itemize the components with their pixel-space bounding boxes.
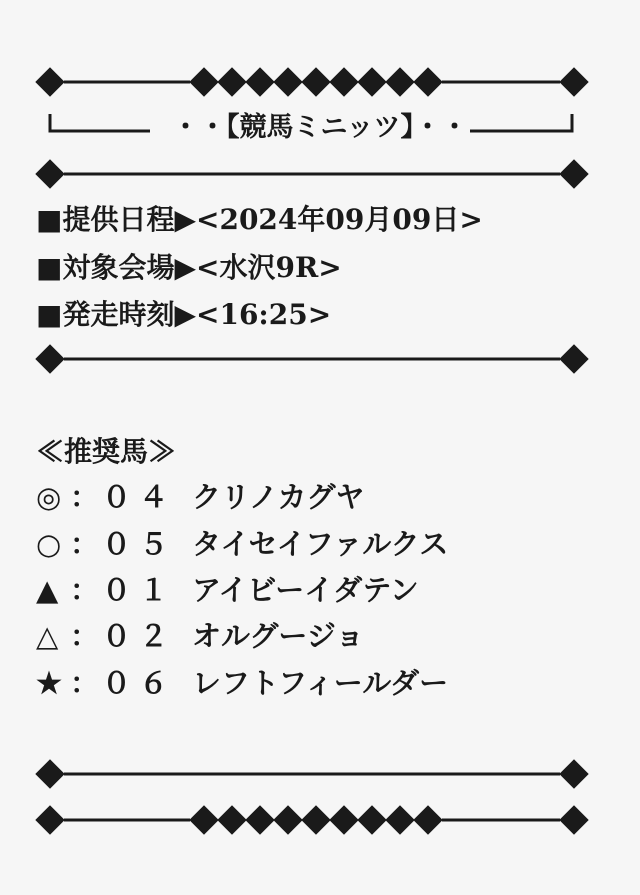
pick-mark: ▲ — [36, 573, 59, 607]
info-venue — [36, 250, 342, 286]
pick-number: ０２ — [102, 619, 177, 653]
pick-colon: ： — [70, 666, 100, 700]
pick-horse-name: クリノカグヤ — [192, 480, 365, 514]
pick-colon: ： — [70, 619, 100, 653]
pick-colon: ： — [70, 527, 100, 561]
page-title — [0, 110, 640, 146]
diamond-ornament-icon — [0, 804, 640, 836]
pick-mark: △ — [36, 619, 59, 653]
pick-horse-name: オルグージョ — [192, 619, 365, 653]
diamond-divider-icon — [0, 158, 640, 190]
date-label: ■提供日程▶ — [36, 203, 196, 236]
pick-horse-name: タイセイファルクス — [192, 527, 449, 561]
date-value: <2024年09月09日> — [196, 203, 483, 236]
bottom-ornament — [0, 804, 640, 836]
pick-number: ０５ — [102, 527, 177, 561]
divider-2 — [0, 343, 640, 375]
pick-number: ０１ — [102, 573, 177, 607]
venue-label: ■対象会場▶ — [36, 251, 196, 284]
top-ornament — [0, 66, 640, 98]
divider-3 — [0, 758, 640, 790]
title-dots-right: ・・ — [413, 112, 468, 143]
pick-mark: ○ — [36, 527, 62, 561]
pick-colon: ： — [70, 480, 100, 514]
pick-colon: ： — [70, 573, 100, 607]
divider-1 — [0, 158, 640, 190]
diamond-divider-icon — [0, 758, 640, 790]
time-label: ■発走時刻▶ — [36, 298, 196, 331]
info-time — [36, 297, 331, 333]
pick-horse-name: アイビーイダテン — [192, 573, 419, 607]
venue-value: <水沢9R> — [196, 251, 342, 284]
diamond-ornament-icon — [0, 66, 640, 98]
diamond-divider-icon — [0, 343, 640, 375]
info-date — [36, 202, 483, 238]
picks-heading: ≪推奨馬≫ — [36, 435, 177, 468]
time-value: <16:25> — [196, 298, 332, 331]
title-dots-left: ・・ — [172, 112, 227, 143]
pick-number: ０６ — [102, 666, 177, 700]
pick-number: ０４ — [102, 480, 177, 514]
pick-mark: ★ — [36, 666, 62, 700]
pick-horse-name: レフトフィールダー — [192, 666, 449, 700]
title-text: 【競馬ミニッツ】 — [226, 112, 414, 143]
pick-mark: ◎ — [36, 480, 62, 514]
